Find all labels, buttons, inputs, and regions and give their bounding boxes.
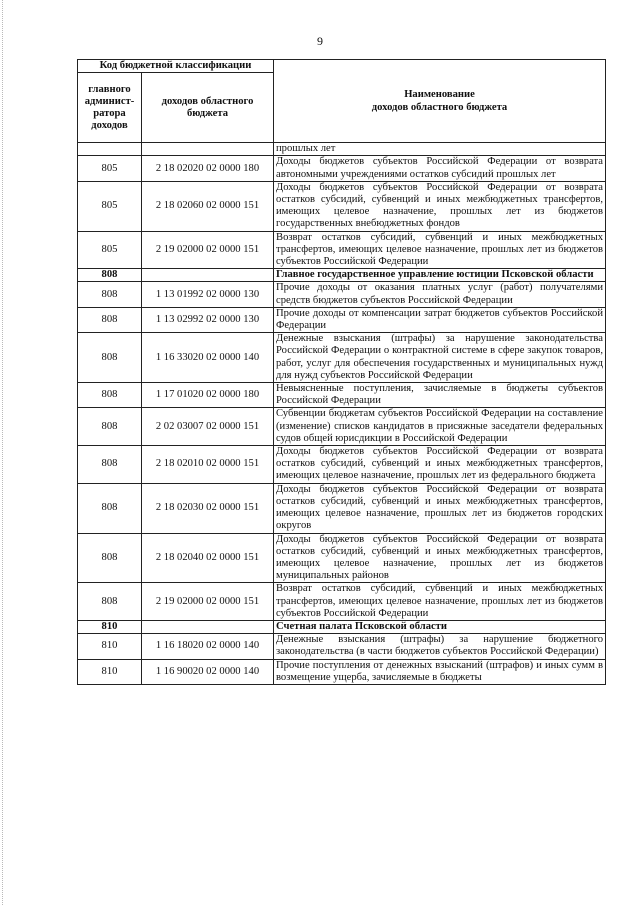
- revenue-code-cell: 1 13 01992 02 0000 130: [142, 282, 274, 307]
- header-name-line: доходов областного бюджета: [371, 102, 508, 114]
- admin-code-cell: 810: [78, 659, 142, 684]
- admin-code-cell: 808: [78, 333, 142, 383]
- table-row: [78, 446, 606, 484]
- header-regional-budget-revenue: [142, 73, 274, 143]
- admin-code-cell: 808: [78, 282, 142, 307]
- admin-code-cell: 808: [78, 307, 142, 332]
- admin-code-cell: 810: [78, 634, 142, 659]
- revenue-code-cell: 1 16 18020 02 0000 140: [142, 634, 274, 659]
- revenue-code-cell: 2 19 02000 02 0000 151: [142, 231, 274, 269]
- revenue-name-cell: Прочие доходы от оказания платных услуг (работ) получателями средств бюджетов субъектов Российской Федерации: [274, 282, 606, 307]
- admin-code-cell: 808: [78, 383, 142, 408]
- revenue-code-cell: 1 17 01020 02 0000 180: [142, 383, 274, 408]
- header-admin-line: доходов: [91, 119, 128, 131]
- revenue-code-cell: 2 18 02020 02 0000 180: [142, 156, 274, 181]
- header-admin-line: админист-: [84, 95, 135, 107]
- table-row: [78, 383, 606, 408]
- admin-code-cell: 808: [78, 269, 142, 282]
- organization-name-cell: Главное государственное управление юстиции Псковской области: [274, 269, 606, 282]
- table-row: [78, 583, 606, 621]
- admin-code-cell: [78, 143, 142, 156]
- organization-name-cell: Счетная палата Псковской области: [274, 620, 606, 633]
- revenue-name-cell: Невыясненные поступления, зачисляемые в бюджеты субъектов Российской Федерации: [274, 383, 606, 408]
- revenue-code-cell: [142, 143, 274, 156]
- revenue-code-cell: [142, 620, 274, 633]
- header-budget-classification-code: Код бюджетной классификации: [78, 60, 274, 73]
- admin-code-cell: 805: [78, 181, 142, 231]
- revenue-code-cell: [142, 269, 274, 282]
- revenue-code-cell: 2 18 02010 02 0000 151: [142, 446, 274, 484]
- table-row: [78, 533, 606, 583]
- table-row: [78, 143, 606, 156]
- revenue-name-cell: Доходы бюджетов субъектов Российской Федерации от возврата остатков субсидий, субвенций и иных межбюджетных трансфертов, имеющих целевое назначение, прошлых лет из бюджетов государственных внебюджетных фондов: [274, 181, 606, 231]
- table-row: [78, 483, 606, 533]
- revenue-name-cell: Денежные взыскания (штрафы) за нарушение бюджетного законодательства (в части бюджетов субъектов Российской Федерации): [274, 634, 606, 659]
- header-revenue-name: [274, 60, 606, 143]
- table-row: [78, 231, 606, 269]
- revenue-code-cell: 2 02 03007 02 0000 151: [142, 408, 274, 446]
- page-left-edge: [2, 0, 4, 905]
- revenue-name-cell: Возврат остатков субсидий, субвенций и иных межбюджетных трансфертов, имеющих целевое назначение, прошлых лет из бюджетов субъектов Российской Федерации: [274, 231, 606, 269]
- revenue-name-cell: Субвенции бюджетам субъектов Российской Федерации на составление (изменение) списков кандидатов в присяжные заседатели федеральных судов общей юрисдикции в Российской Федерации: [274, 408, 606, 446]
- admin-code-cell: 808: [78, 483, 142, 533]
- revenue-code-cell: 2 18 02030 02 0000 151: [142, 483, 274, 533]
- revenue-name-cell: Денежные взыскания (штрафы) за нарушение законодательства Российской Федерации о контрактной системе в сфере закупок товаров, работ, услуг для обеспечения государственных и муниципальных нужд для нужд субъектов Российской Федерации: [274, 333, 606, 383]
- revenue-name-cell: Доходы бюджетов субъектов Российской Федерации от возврата автономными учреждениями остатков субсидий прошлых лет: [274, 156, 606, 181]
- table-row: [78, 333, 606, 383]
- header-chief-administrator: [78, 73, 142, 143]
- admin-code-cell: 805: [78, 156, 142, 181]
- table-row: [78, 634, 606, 659]
- revenue-name-cell: прошлых лет: [274, 143, 606, 156]
- admin-code-cell: 808: [78, 583, 142, 621]
- header-admin-line: главного: [88, 83, 131, 95]
- revenue-code-cell: 1 16 90020 02 0000 140: [142, 659, 274, 684]
- admin-code-cell: 808: [78, 408, 142, 446]
- revenue-name-cell: Доходы бюджетов субъектов Российской Федерации от возврата остатков субсидий, субвенций и иных межбюджетных трансфертов, имеющих целевое назначение, прошлых лет из федерального бюджета: [274, 446, 606, 484]
- revenue-code-cell: 2 18 02040 02 0000 151: [142, 533, 274, 583]
- table-row-organization: [78, 269, 606, 282]
- admin-code-cell: 805: [78, 231, 142, 269]
- table-row: [78, 659, 606, 684]
- table-row: [78, 307, 606, 332]
- table-row-organization: [78, 620, 606, 633]
- revenue-code-cell: 1 16 33020 02 0000 140: [142, 333, 274, 383]
- budget-classification-table: [77, 59, 606, 685]
- admin-code-cell: 808: [78, 446, 142, 484]
- page-number: 9: [317, 34, 323, 48]
- header-name-line: Наименование: [404, 89, 475, 101]
- revenue-name-cell: Прочие поступления от денежных взысканий (штрафов) и иных сумм в возмещение ущерба, зачисляемые в бюджеты: [274, 659, 606, 684]
- revenue-name-cell: Возврат остатков субсидий, субвенций и иных межбюджетных трансфертов, имеющих целевое назначение, прошлых лет из бюджетов субъектов Российской Федерации: [274, 583, 606, 621]
- admin-code-cell: 810: [78, 620, 142, 633]
- table-row: [78, 181, 606, 231]
- revenue-code-cell: 1 13 02992 02 0000 130: [142, 307, 274, 332]
- header-admin-line: ратора: [93, 107, 126, 119]
- table-row: [78, 156, 606, 181]
- header-code-line: доходов областного: [161, 95, 254, 107]
- table-row: [78, 282, 606, 307]
- revenue-code-cell: 2 19 02000 02 0000 151: [142, 583, 274, 621]
- revenue-code-cell: 2 18 02060 02 0000 151: [142, 181, 274, 231]
- revenue-name-cell: Прочие доходы от компенсации затрат бюджетов субъектов Российской Федерации: [274, 307, 606, 332]
- header-code-line: бюджета: [186, 107, 229, 119]
- table-row: [78, 408, 606, 446]
- revenue-name-cell: Доходы бюджетов субъектов Российской Федерации от возврата остатков субсидий, субвенций и иных межбюджетных трансфертов, имеющих целевое назначение, прошлых лет из бюджетов городских округов: [274, 483, 606, 533]
- admin-code-cell: 808: [78, 533, 142, 583]
- revenue-name-cell: Доходы бюджетов субъектов Российской Федерации от возврата остатков субсидий, субвенций и иных межбюджетных трансфертов, имеющих целевое назначение, прошлых лет из бюджетов муниципальных районов: [274, 533, 606, 583]
